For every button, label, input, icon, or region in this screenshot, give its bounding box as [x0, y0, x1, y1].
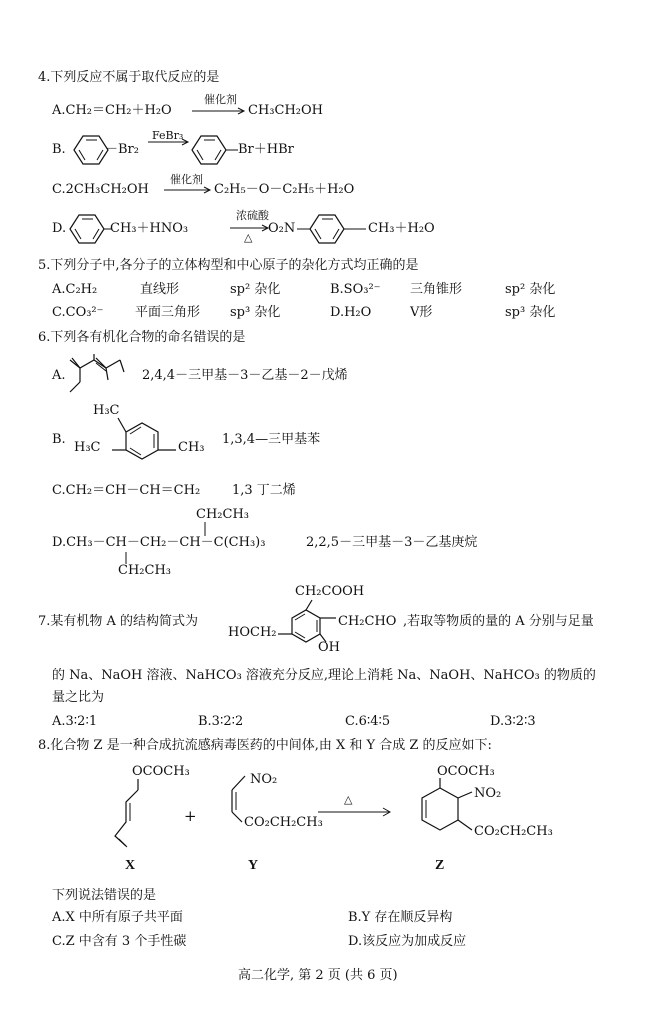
q4-b-arrow: [148, 139, 188, 145]
q4-d-benzene-left: [70, 215, 112, 243]
q4-c-arrow: [164, 187, 210, 193]
q4-d-cond-top: 浓硫酸: [236, 209, 269, 222]
q4-d-benzene-right: [297, 215, 366, 243]
q6-d-bottom: CH₂CH₃: [118, 563, 171, 578]
q8-stem: 8.化合物 Z 是一种合成抗流感病毒医药的中间体,由 X 和 Y 合成 Z 的反应如下:: [38, 738, 492, 753]
q7-stem-tail: ,若取等物质的量的 A 分别与足量: [403, 614, 594, 629]
q7-line2: 的 Na、NaOH 溶液、NaHCO₃ 溶液充分反应,理论上消耗 Na、NaOH、NaHCO₃ 的物质的: [52, 668, 596, 683]
q4-stem: 4.下列反应不属于取代反应的是: [38, 70, 220, 85]
q8-y-no2: NO₂: [250, 772, 278, 787]
q8-plus: +: [184, 807, 197, 825]
q6-d-main: D.CH₃－CH－CH₂－CH－C(CH₃)₃: [52, 535, 266, 550]
q6-stem: 6.下列各有机化合物的命名错误的是: [38, 330, 246, 345]
q5-b-shape: 三角锥形: [410, 282, 463, 297]
q6-b-ch3-right: CH₃: [178, 440, 205, 455]
q5-a-id: A.C₂H₂: [52, 282, 98, 297]
q4-c-cond: 催化剂: [170, 173, 203, 186]
q7-option-d: D.3∶2∶3: [490, 714, 536, 729]
q8-option-d: D.该反应为加成反应: [348, 934, 467, 949]
q6-b-ch3-left: H₃C: [74, 440, 101, 455]
q8-z-no2: NO₂: [474, 786, 502, 801]
q4-c-right: C₂H₅－O－C₂H₅＋H₂O: [214, 182, 355, 197]
q5-d-shape: V形: [410, 305, 433, 320]
q8-y-skeleton: [232, 776, 245, 822]
q4-b-benzene-right: [192, 136, 238, 164]
q7-sub-right: CH₂CHO: [338, 614, 397, 629]
q5-d-id: D.H₂O: [330, 305, 372, 320]
q8-label-x: X: [125, 858, 136, 873]
q4-b-benzene-left: [74, 136, 108, 164]
q7-option-c: C.6∶4∶5: [345, 714, 391, 729]
q7-sub-oh: OH: [318, 640, 340, 655]
q4-b-right: Br＋HBr: [238, 142, 294, 157]
q4-d-cond-bottom: △: [244, 231, 253, 244]
q4-d-left: CH₃＋HNO₃: [110, 221, 189, 236]
q5-b-id: B.SO₃²⁻: [330, 282, 381, 297]
q6-b-ch3-top: H₃C: [93, 403, 120, 418]
q6-a-name: 2,4,4－三甲基－3－乙基－2－戊烯: [142, 368, 348, 383]
q5-a-hyb: sp² 杂化: [230, 282, 281, 297]
q8-label-z: Z: [435, 858, 445, 873]
q4-d-right: CH₃＋H₂O: [368, 221, 435, 236]
q4-d-mid: O₂N: [268, 221, 296, 236]
q4-a-left: A.CH₂＝CH₂＋H₂O: [52, 103, 172, 118]
q4-a-arrow: [192, 108, 244, 114]
q4-a-right: CH₃CH₂OH: [248, 103, 323, 118]
q6-b-prefix: B.: [52, 432, 66, 447]
q7-line3: 量之比为: [52, 690, 105, 705]
q8-z-ring: [422, 778, 472, 830]
q4-a-cond: 催化剂: [204, 93, 237, 106]
q5-c-shape: 平面三角形: [135, 305, 201, 320]
q7-benzene: [278, 600, 336, 642]
q8-arrow-cond: △: [344, 793, 353, 806]
q8-question: 下列说法错误的是: [52, 888, 157, 903]
q6-c-formula: C.CH₂＝CH－CH＝CH₂: [52, 483, 201, 498]
q4-b-prefix: B.: [52, 142, 66, 157]
q8-x-sub: OCOCH₃: [132, 764, 190, 779]
q8-option-c: C.Z 中含有 3 个手性碳: [52, 934, 187, 949]
q6-c-name: 1,3 丁二烯: [232, 483, 296, 498]
q5-c-id: C.CO₃²⁻: [52, 305, 104, 320]
q4-b-reagent: －Br₂: [105, 142, 139, 157]
q8-label-y: Y: [248, 858, 259, 873]
q5-c-hyb: sp³ 杂化: [230, 305, 281, 320]
q7-stem: 7.某有机物 A 的结构简式为: [38, 614, 199, 629]
q7-option-b: B.3∶2∶2: [198, 714, 244, 729]
q5-stem: 5.下列分子中,各分子的立体构型和中心原子的杂化方式均正确的是: [38, 258, 419, 273]
q5-b-hyb: sp² 杂化: [505, 282, 556, 297]
q6-a-prefix: A.: [52, 368, 66, 383]
q4-c-left: C.2CH₃CH₂OH: [52, 182, 149, 197]
q7-sub-top: CH₂COOH: [295, 584, 365, 599]
q8-z-sub1: OCOCH₃: [437, 764, 495, 779]
q7-sub-left: HOCH₂: [228, 625, 277, 640]
q4-d-prefix: D.: [52, 221, 67, 236]
q6-b-benzene: [112, 418, 176, 459]
q4-d-arrow: [230, 225, 268, 231]
q8-option-a: A.X 中所有原子共平面: [52, 910, 183, 925]
page-footer: 高二化学, 第 2 页 (共 6 页): [238, 968, 398, 983]
q8-option-b: B.Y 存在顺反异构: [348, 910, 453, 925]
q6-d-name: 2,2,5－三甲基－3－乙基庚烷: [306, 535, 478, 550]
q4-b-cond: FeBr₃: [152, 129, 184, 142]
q6-a-skeleton: [70, 354, 124, 392]
q8-arrow: [318, 808, 390, 816]
q6-d-branches: [126, 522, 205, 564]
q5-d-hyb: sp³ 杂化: [505, 305, 556, 320]
q8-x-skeleton: [115, 779, 138, 847]
q8-z-ester: CO₂CH₂CH₃: [474, 824, 553, 839]
q6-b-name: 1,3,4—三甲基苯: [222, 432, 321, 447]
q7-option-a: A.3∶2∶1: [52, 714, 98, 729]
q6-d-top: CH₂CH₃: [196, 507, 249, 522]
q8-y-ester: CO₂CH₂CH₃: [244, 815, 323, 830]
q5-a-shape: 直线形: [140, 282, 180, 297]
